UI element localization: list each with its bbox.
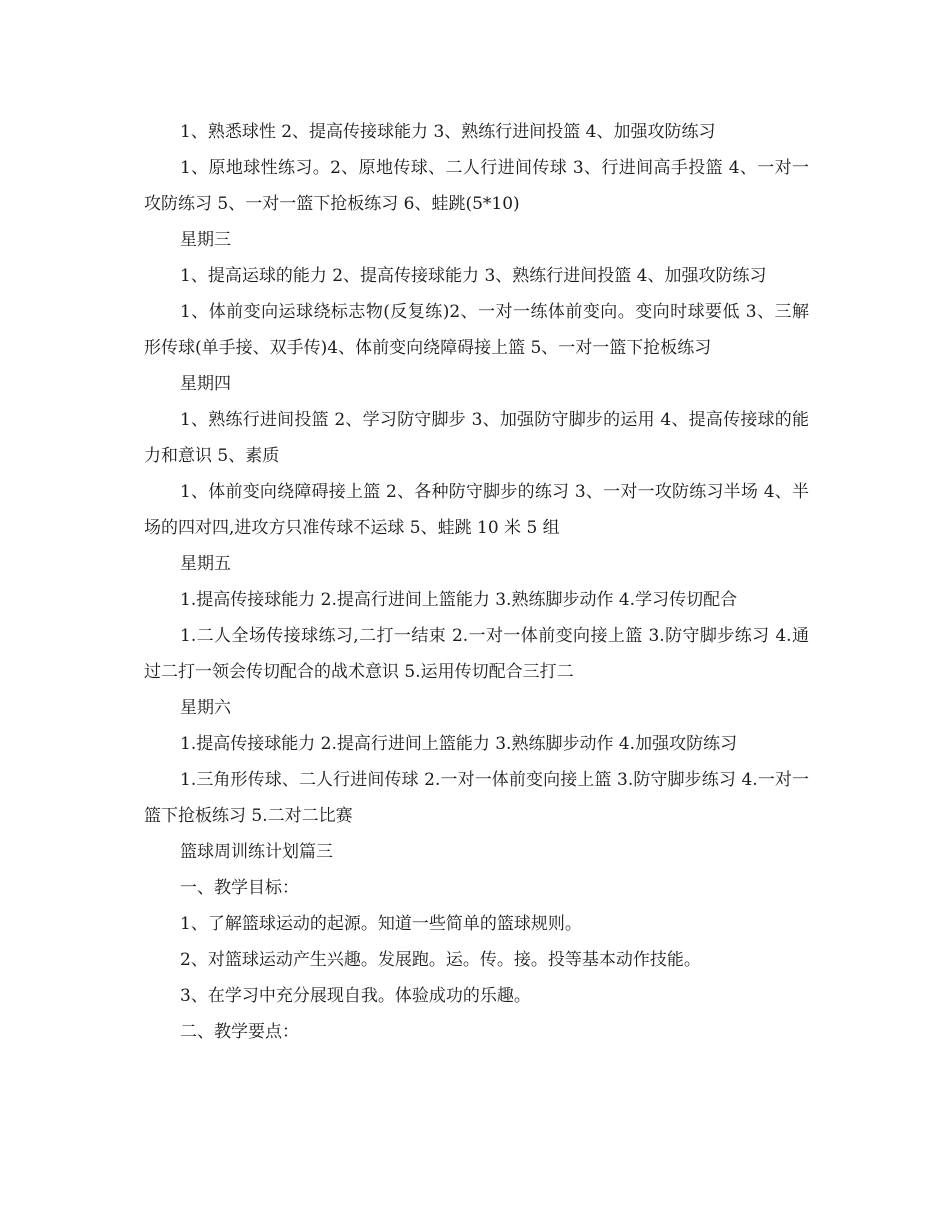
heading-saturday: 星期六 <box>180 698 231 718</box>
document-body <box>144 114 809 1050</box>
heading-friday: 星期五 <box>180 554 231 574</box>
heading-teaching-goals: 一、教学目标： <box>180 878 299 898</box>
paragraph-drills-wednesday: 1、体前变向运球绕标志物(反复练)2、一对一练体前变向。变向时球要低 3、三解形传球(单手接、双手传)4、体前变向绕障碍接上篮 5、一对一篮下抢板练习 <box>144 302 809 358</box>
section-title-part-three: 篮球周训练计划篇三 <box>180 842 333 862</box>
list-item-goal-3: 3、在学习中充分展现自我。体验成功的乐趣。 <box>180 986 531 1006</box>
heading-thursday: 星期四 <box>180 374 231 394</box>
paragraph-drills-1: 1、原地球性练习。2、原地传球、二人行进间传球 3、行进间高手投篮 4、一对一攻防练习 5、一对一篮下抢板练习 6、蛙跳(5*10) <box>144 158 809 214</box>
paragraph-drills-friday: 1.二人全场传接球练习,二打一结束 2.一对一体前变向接上篮 3.防守脚步练习 4.通过二打一领会传切配合的战术意识 5.运用传切配合三打二 <box>144 626 809 682</box>
heading-wednesday: 星期三 <box>180 230 231 250</box>
paragraph-drills-thursday: 1、体前变向绕障碍接上篮 2、各种防守脚步的练习 3、一对一攻防练习半场 4、半场的四对四,进攻方只准传球不运球 5、蛙跳 10 米 5 组 <box>144 482 809 538</box>
heading-teaching-points: 二、教学要点： <box>180 1022 299 1042</box>
paragraph-goals-saturday: 1.提高传接球能力 2.提高行进间上篮能力 3.熟练脚步动作 4.加强攻防练习 <box>180 734 738 754</box>
list-item-goal-2: 2、对篮球运动产生兴趣。发展跑。运。传。接。投等基本动作技能。 <box>180 950 701 970</box>
paragraph-goals-wednesday: 1、提高运球的能力 2、提高传接球能力 3、熟练行进间投篮 4、加强攻防练习 <box>180 266 767 286</box>
paragraph-goals-thursday: 1、熟练行进间投篮 2、学习防守脚步 3、加强防守脚步的运用 4、提高传接球的能力和意识 5、素质 <box>144 410 809 466</box>
paragraph-drills-saturday: 1.三角形传球、二人行进间传球 2.一对一体前变向接上篮 3.防守脚步练习 4.一对一篮下抢板练习 5.二对二比赛 <box>144 770 809 826</box>
paragraph-goals-friday: 1.提高传接球能力 2.提高行进间上篮能力 3.熟练脚步动作 4.学习传切配合 <box>180 590 738 610</box>
paragraph-goals-1: 1、熟悉球性 2、提高传接球能力 3、熟练行进间投篮 4、加强攻防练习 <box>180 122 716 142</box>
list-item-goal-1: 1、了解篮球运动的起源。知道一些简单的篮球规则。 <box>180 914 582 934</box>
